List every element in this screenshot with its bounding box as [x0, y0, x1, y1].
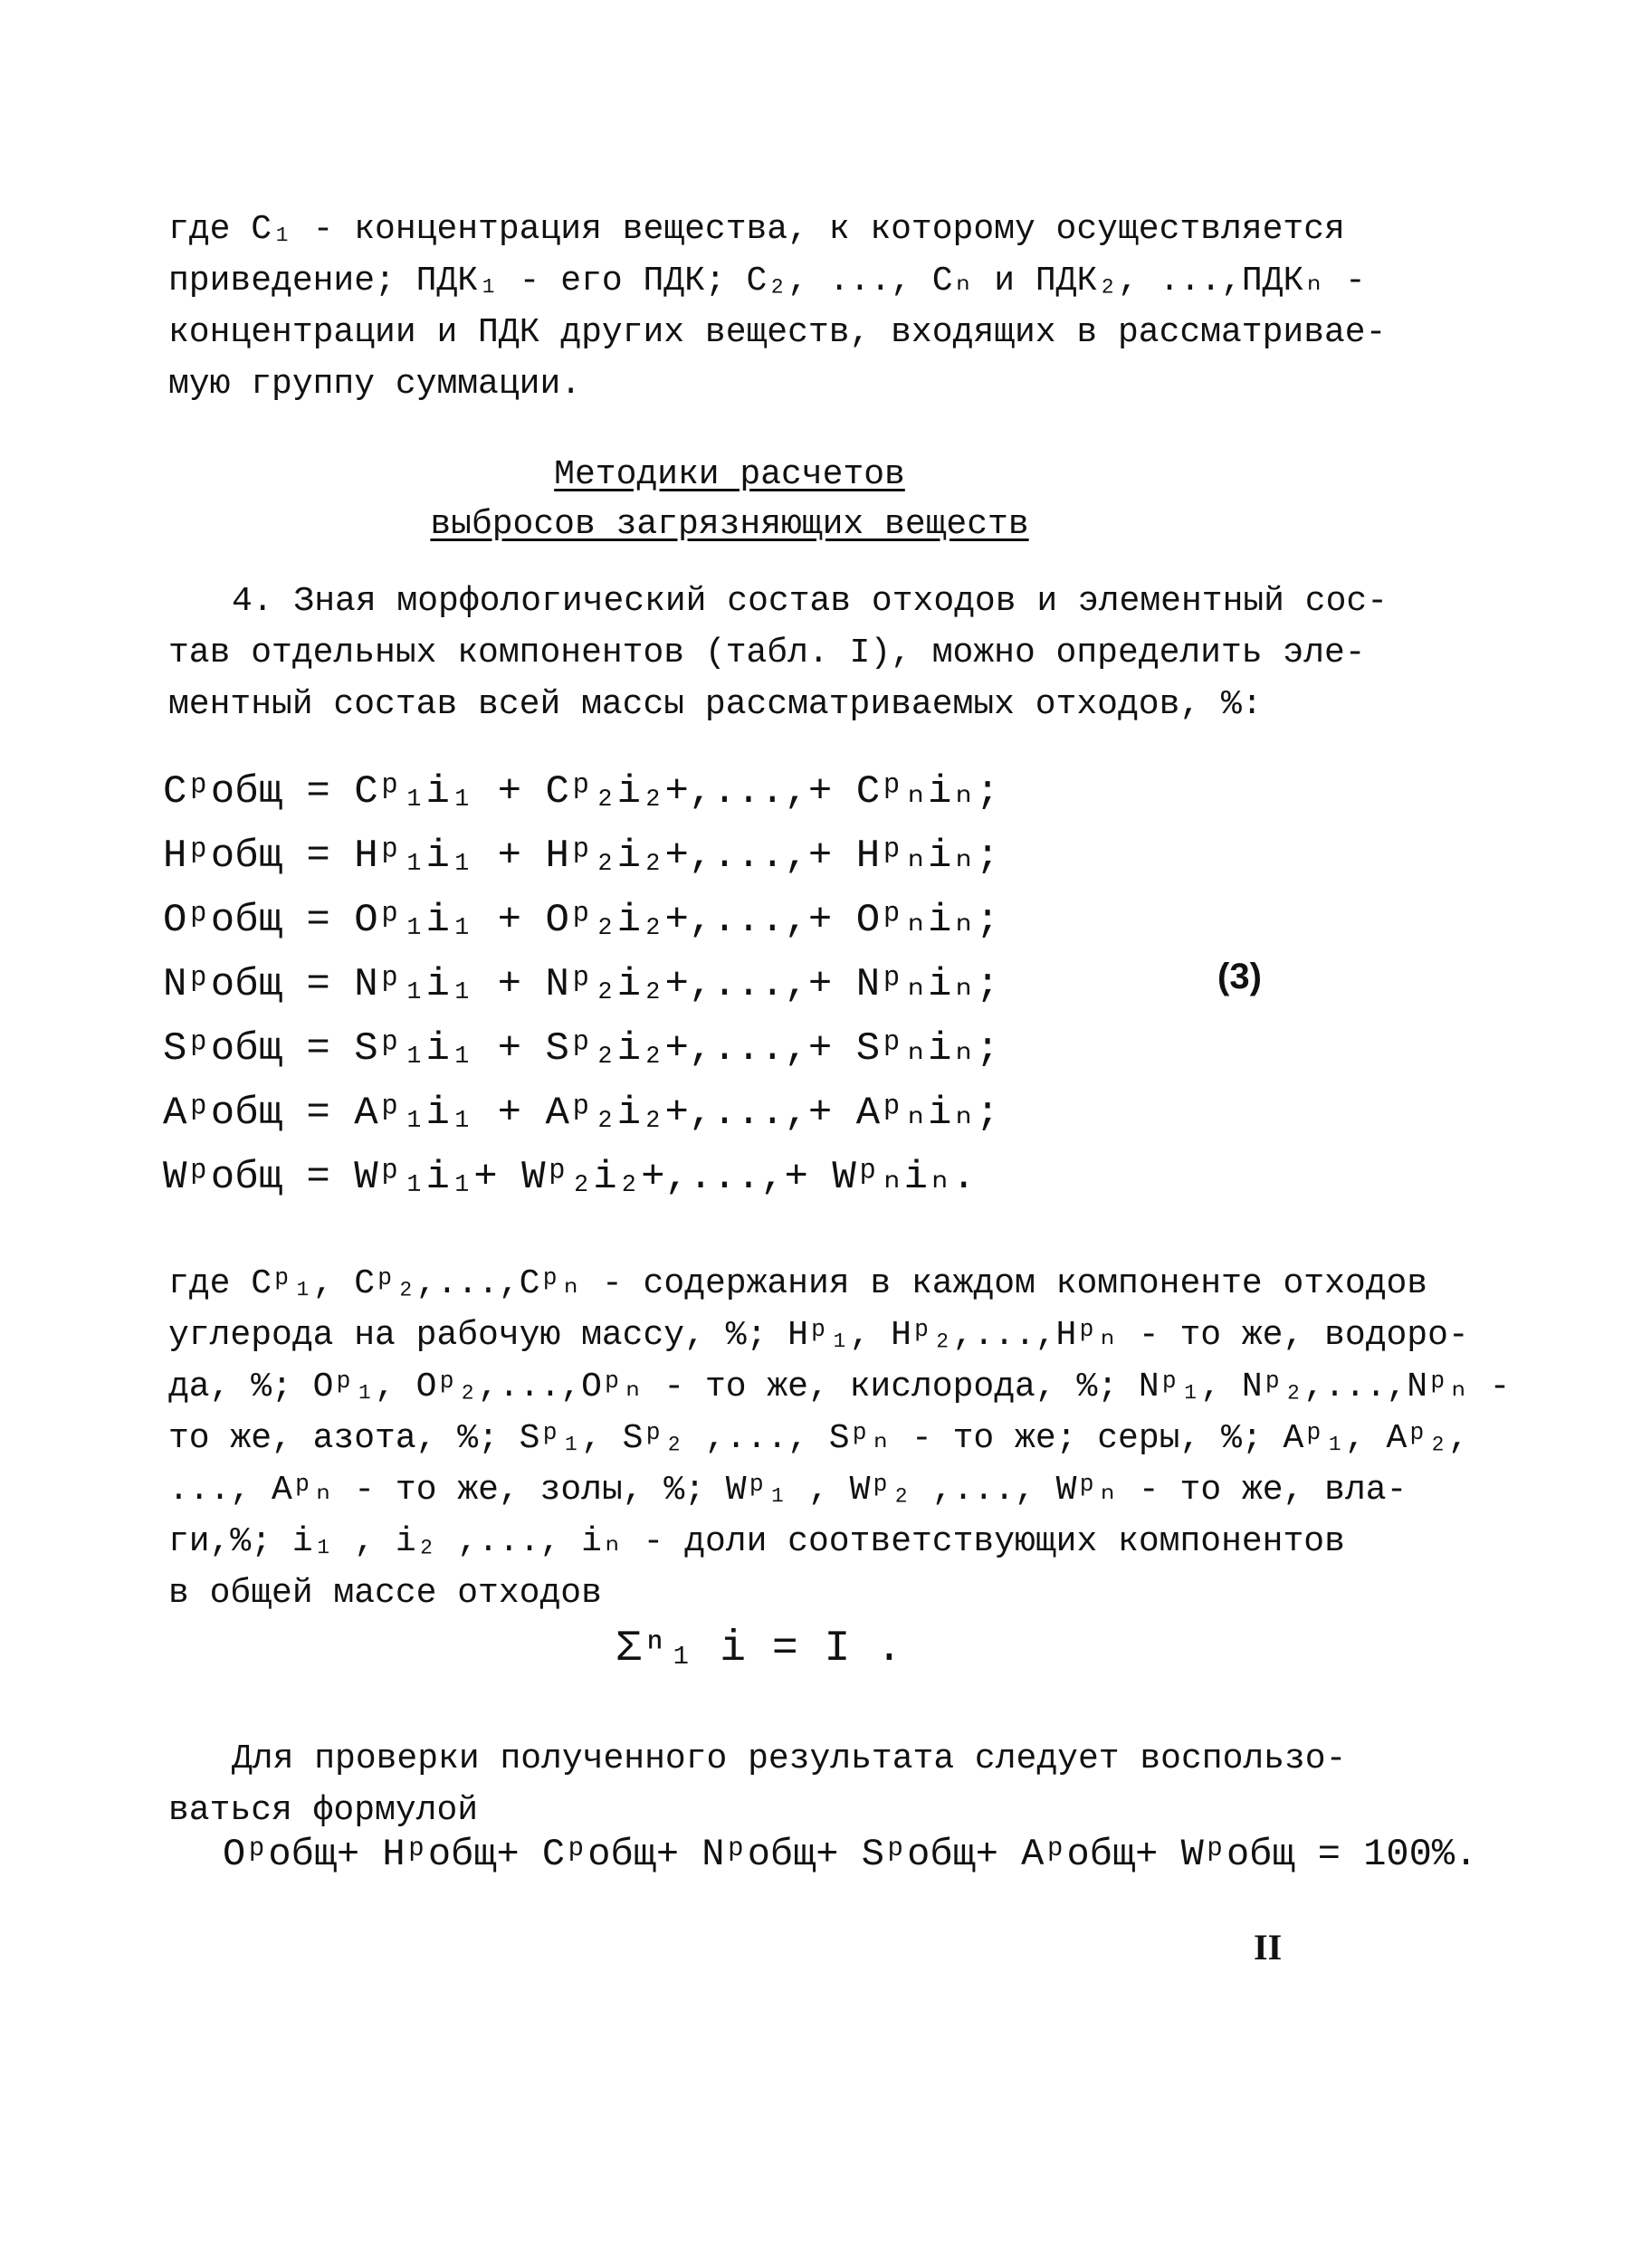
formula-moisture: Wᵖобщ = Wᵖ₁i₁+ Wᵖ₂i₂+,...,+ Wᵖₙiₙ. — [163, 1155, 976, 1200]
intro-line: приведение; ПДК₁ - его ПДК; С₂, ..., Сₙ и ПДК₂, ...,ПДКₙ - — [168, 262, 1366, 300]
check-paragraph — [168, 1733, 1347, 1836]
where-line: ..., Aᵖₙ - то же, золы, %; Wᵖ₁ , Wᵖ₂ ,..., Wᵖₙ - то же, вла- — [168, 1471, 1408, 1510]
formula-oxygen: Oᵖобщ = Oᵖ₁i₁ + Oᵖ₂i₂+,...,+ Oᵖₙiₙ; — [163, 898, 1000, 943]
intro-paragraph — [168, 204, 1387, 410]
intro-line: концентрации и ПДК других веществ, входящих в рассматривае- — [168, 313, 1387, 352]
paragraph-line: 4. Зная морфологический состав отходов и элементный сос- — [232, 582, 1389, 621]
where-line: углерода на рабочую массу, %; Hᵖ₁, Hᵖ₂,...,Hᵖₙ - то же, водоро- — [168, 1316, 1469, 1355]
equation-number: (3) — [1217, 957, 1262, 996]
heading-line: выбросов загрязняющих веществ — [430, 505, 1029, 544]
sum-formula: Σⁿ₁ i = I . — [616, 1625, 902, 1673]
formula-nitrogen: Nᵖобщ = Nᵖ₁i₁ + Nᵖ₂i₂+,...,+ Nᵖₙiₙ; — [163, 962, 1000, 1007]
paragraph-line: тав отдельных компонентов (табл. I), можно определить эле- — [168, 634, 1366, 672]
intro-line: мую группу суммации. — [168, 365, 582, 404]
check-line: ваться формулой — [168, 1791, 479, 1830]
page-number: II — [1254, 1927, 1283, 1968]
paragraph-4 — [168, 576, 1389, 730]
section-heading — [168, 450, 1291, 549]
check-formula: Oᵖобщ+ Hᵖобщ+ Cᵖобщ+ Nᵖобщ+ Sᵖобщ+ Aᵖобщ+ Wᵖобщ = 100%. — [223, 1833, 1478, 1876]
formula-system — [163, 760, 1000, 1210]
formula-sulfur: Sᵖобщ = Sᵖ₁i₁ + Sᵖ₂i₂+,...,+ Sᵖₙiₙ; — [163, 1026, 1000, 1072]
where-line: да, %; Oᵖ₁, Oᵖ₂,...,Oᵖₙ - то же, кислорода, %; Nᵖ₁, Nᵖ₂,...,Nᵖₙ - — [168, 1367, 1511, 1406]
paragraph-line: ментный состав всей массы рассматриваемых отходов, %: — [168, 685, 1263, 724]
heading-line: Методики расчетов — [554, 455, 905, 494]
intro-line: где С₁ - концентрация вещества, к которому осуществляется — [168, 210, 1345, 249]
where-block — [168, 1258, 1511, 1619]
check-line: Для проверки полученного результата следует воспользо- — [232, 1739, 1347, 1778]
formula-carbon: Cᵖобщ = Cᵖ₁i₁ + Cᵖ₂i₂+,...,+ Cᵖₙiₙ; — [163, 769, 1000, 815]
where-line: где Cᵖ₁, Cᵖ₂,...,Cᵖₙ - содержания в каждом компоненте отходов — [168, 1264, 1428, 1303]
where-line: ги,%; i₁ , i₂ ,..., iₙ - доли соответствующих компонентов — [168, 1522, 1345, 1561]
formula-hydrogen: Hᵖобщ = Hᵖ₁i₁ + Hᵖ₂i₂+,...,+ Hᵖₙiₙ; — [163, 834, 1000, 879]
where-line: то же, азота, %; Sᵖ₁, Sᵖ₂ ,..., Sᵖₙ - то же; серы, %; Aᵖ₁, Aᵖ₂, — [168, 1419, 1469, 1458]
formula-ash: Aᵖобщ = Aᵖ₁i₁ + Aᵖ₂i₂+,...,+ Aᵖₙiₙ; — [163, 1091, 1000, 1136]
where-line: в общей массе отходов — [168, 1574, 602, 1613]
